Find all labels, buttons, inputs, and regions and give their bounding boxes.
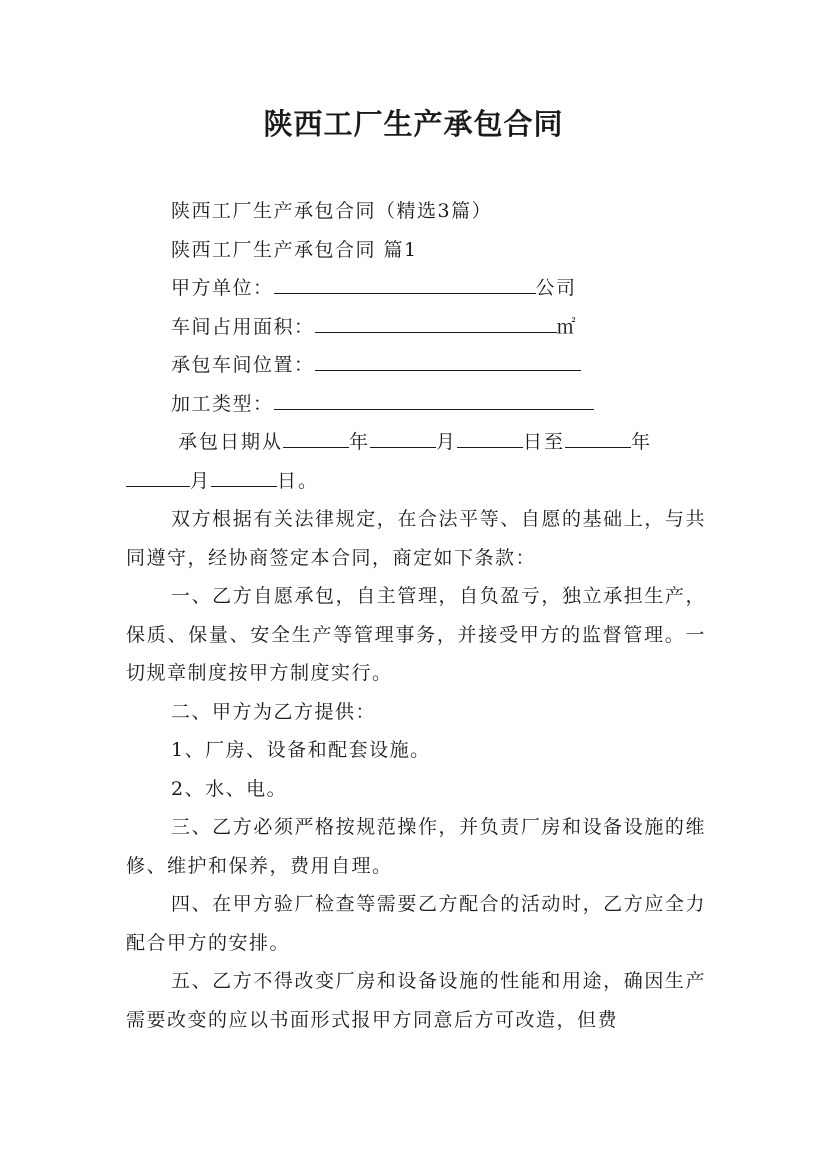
start-month-label: 月	[436, 431, 458, 453]
process-field	[126, 385, 706, 424]
period-prefix: 承包日期从	[178, 431, 284, 453]
area-label: 车间占用面积：	[171, 315, 315, 338]
location-field	[126, 346, 706, 385]
document-subtitle: 陕西工厂生产承包合同（精选3篇）	[171, 200, 493, 222]
start-day-blank	[457, 423, 523, 448]
end-year-blank	[565, 423, 631, 448]
party-a-label: 甲方单位：	[171, 277, 274, 299]
area-unit: ㎡	[556, 315, 578, 338]
contract-period	[126, 423, 706, 500]
document-title: 陕西工厂生产承包合同	[263, 107, 564, 141]
party-a-field	[126, 269, 706, 308]
clause-two-item-2: 2、水、电。	[171, 777, 288, 800]
area-field	[126, 308, 706, 347]
end-year-label: 年	[631, 431, 653, 453]
end-day-blank	[211, 462, 277, 487]
clause-one: 一、乙方自愿承包，自主管理，自负盈亏，独立承担生产，保质、保量、安全生产等管理事务，并接受甲方的监督管理。一切规章制度按甲方制度实行。	[126, 585, 706, 684]
area-blank	[315, 308, 557, 333]
location-label: 承包车间位置：	[171, 354, 315, 376]
document-body	[126, 192, 706, 1039]
party-a-suffix: 公司	[535, 277, 577, 299]
end-day-label: 日。	[277, 469, 320, 492]
location-blank	[315, 346, 581, 371]
section-heading: 陕西工厂生产承包合同 篇1	[171, 238, 418, 261]
clause-two-item-1: 1、厂房、设备和配套设施。	[171, 739, 431, 761]
day-to-label: 日至	[523, 431, 566, 453]
start-month-blank	[370, 423, 436, 448]
end-month-blank	[126, 462, 190, 487]
paragraph-intro: 双方根据有关法律规定，在合法平等、自愿的基础上，与共同遵守，经协商签定本合同，商定如下条款：	[126, 508, 706, 569]
start-year-label: 年	[349, 431, 371, 453]
end-month-label: 月	[190, 469, 212, 492]
start-year-blank	[283, 423, 349, 448]
party-a-blank	[274, 269, 536, 294]
process-blank	[274, 385, 594, 410]
process-label: 加工类型：	[171, 392, 274, 415]
clause-five: 五、乙方不得改变厂房和设备设施的性能和用途，确因生产需要改变的应以书面形式报甲方同意后方可改造，但费	[126, 970, 706, 1031]
clause-four: 四、在甲方验厂检查等需要乙方配合的活动时，乙方应全力配合甲方的安排。	[126, 893, 706, 954]
clause-two: 二、甲方为乙方提供：	[171, 700, 377, 723]
clause-three: 三、乙方必须严格按规范操作，并负责厂房和设备设施的维修、维护和保养，费用自理。	[126, 816, 706, 877]
